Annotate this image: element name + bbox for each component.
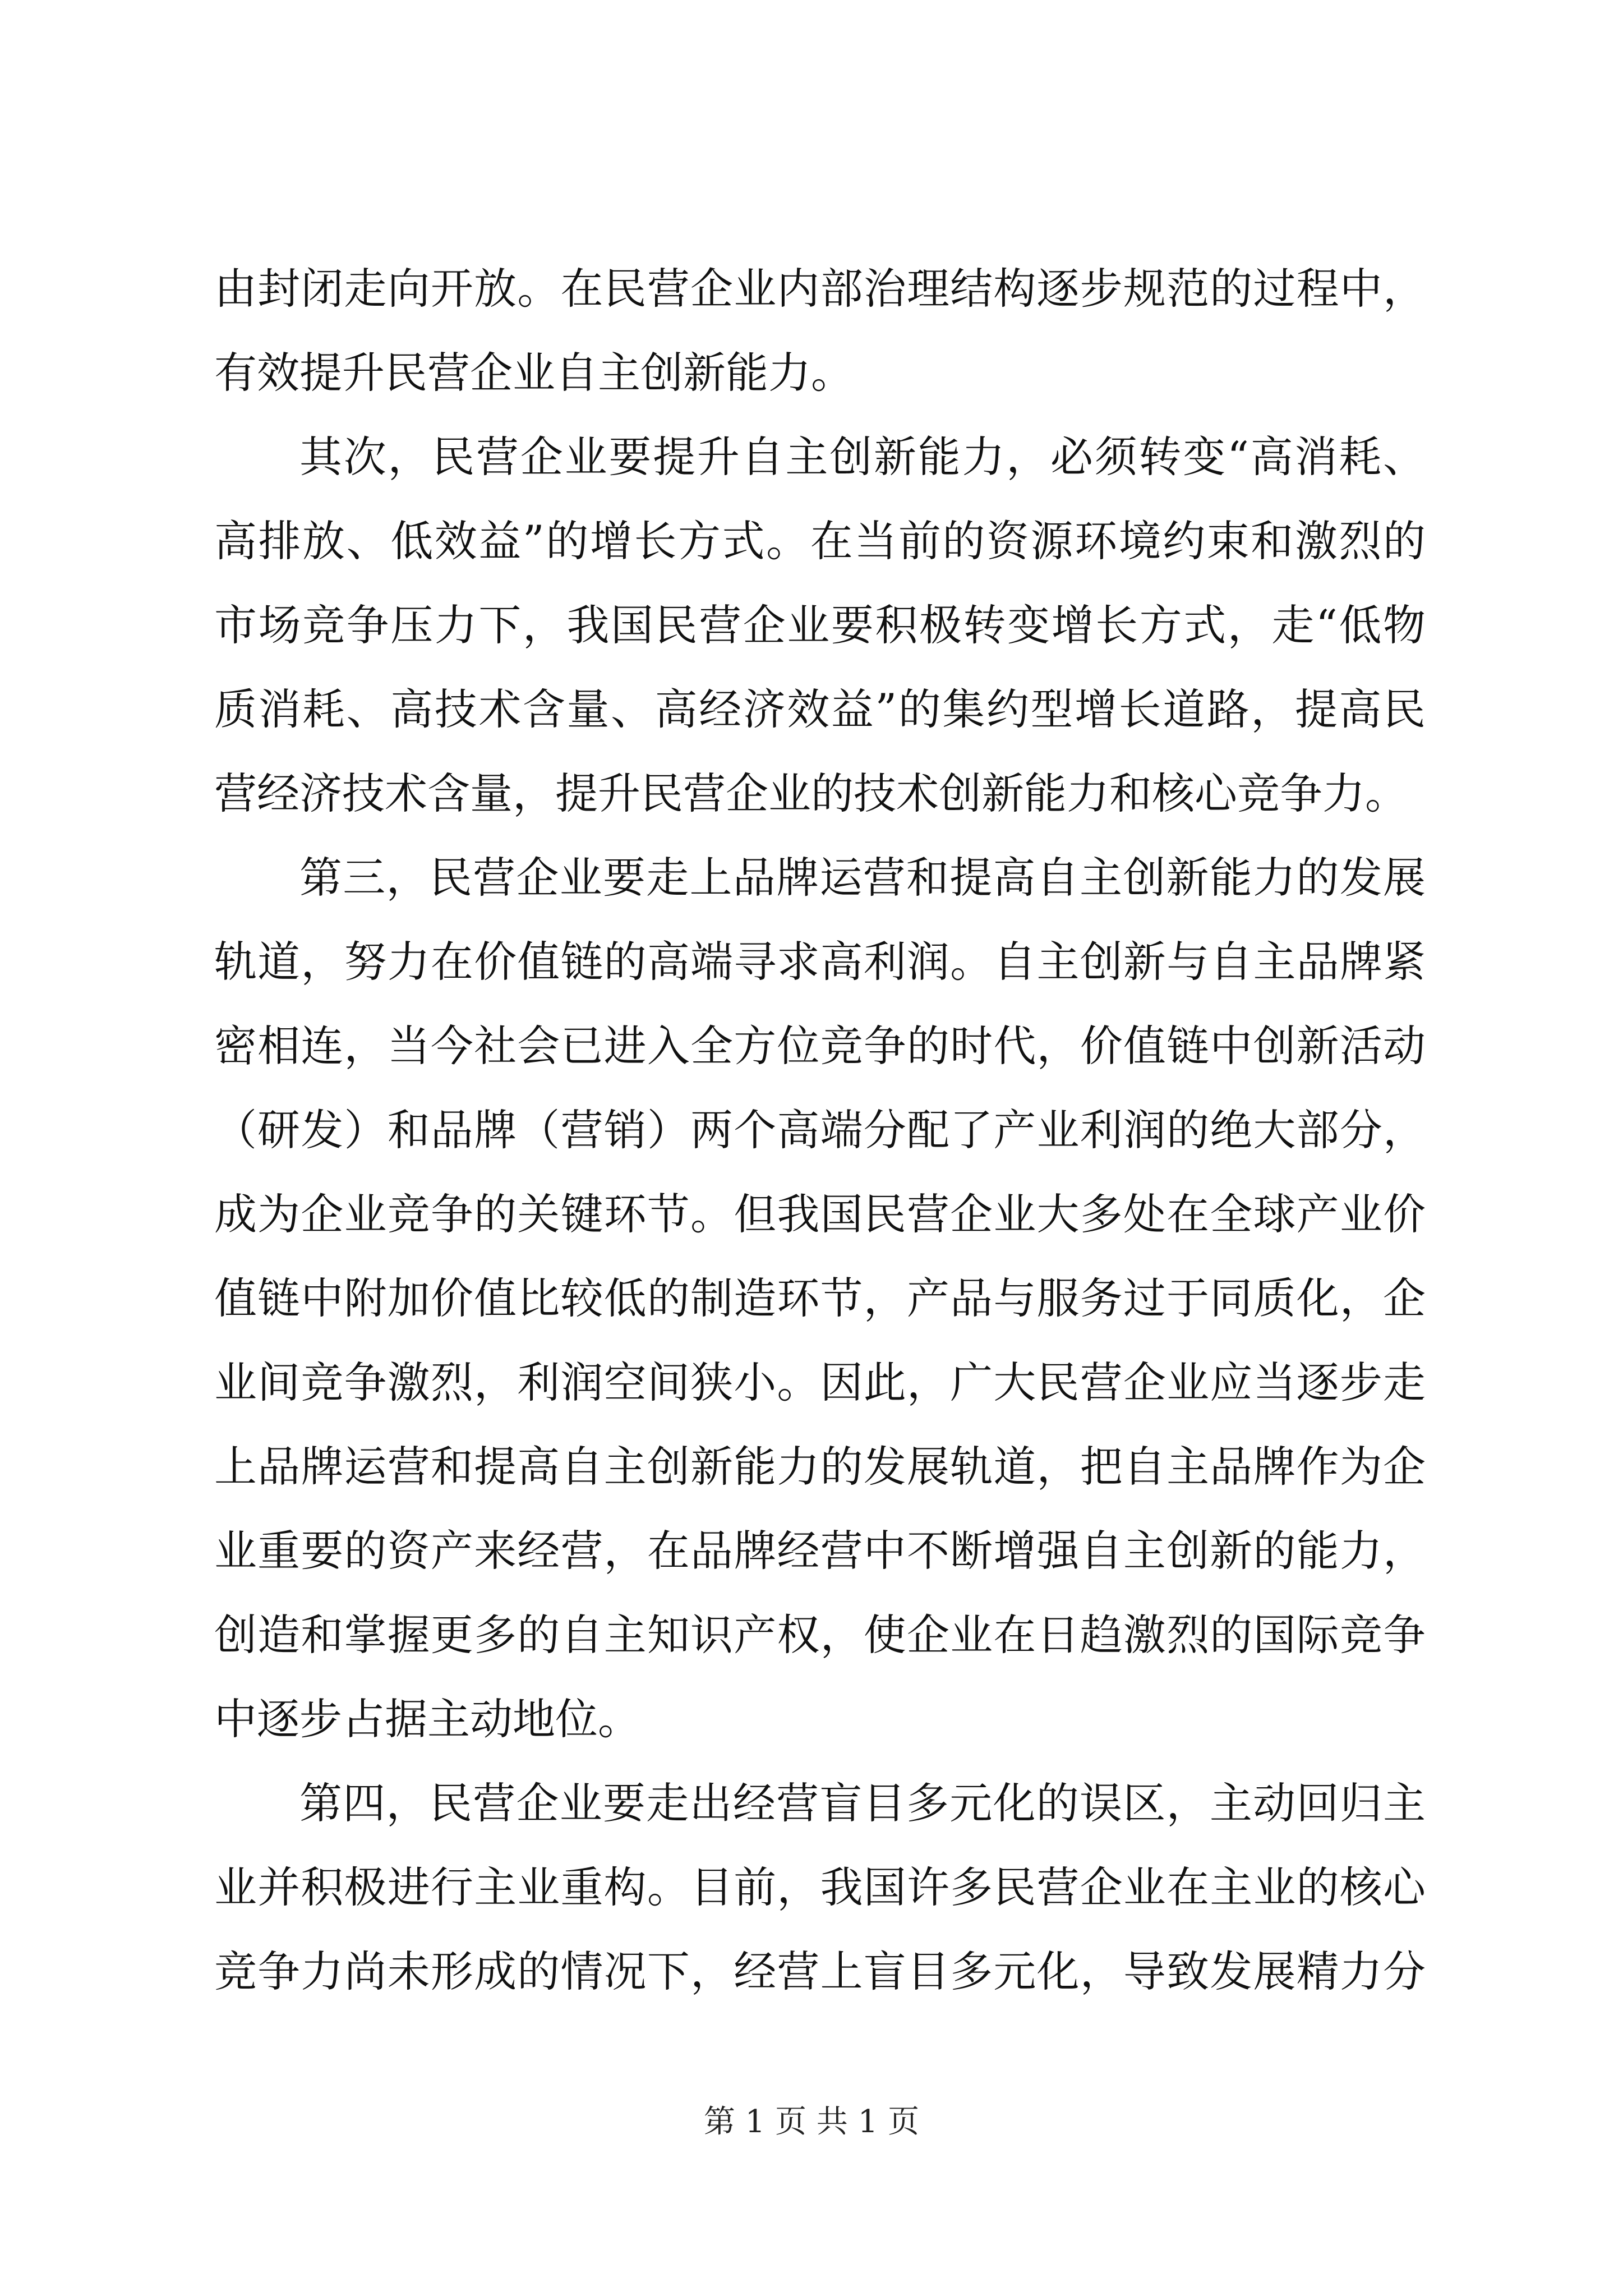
text-line: （研发）和品牌（营销）两个高端分配了产业利润的绝大部分，: [214, 1105, 1426, 1155]
text-line: 上品牌运营和提高自主创新能力的发展轨道，把自主品牌作为企: [214, 1442, 1426, 1492]
text-line: 创造和掌握更多的自主知识产权，使企业在日趋激烈的国际竞争: [214, 1610, 1426, 1660]
text-line: 轨道，努力在价值链的高端寻求高利润。自主创新与自主品牌紧: [214, 937, 1426, 987]
page-footer: 第 1 页 共 1 页: [703, 2104, 920, 2140]
text-line: 中逐步占据主动地位。: [214, 1694, 640, 1744]
text-line: 值链中附加价值比较低的制造环节，产品与服务过于同质化，企: [214, 1273, 1426, 1323]
text-line: 营经济技术含量，提升民营企业的技术创新能力和核心竞争力。: [214, 769, 1408, 818]
text-line: 市场竞争压力下，我国民营企业要积极转变增长方式，走“低物: [214, 600, 1426, 650]
text-line: 业重要的资产来经营，在品牌经营中不断增强自主创新的能力，: [214, 1526, 1426, 1576]
text-line: 质消耗、高技术含量、高经济效益”的集约型增长道路，提高民: [214, 684, 1426, 734]
text-line: 竞争力尚未形成的情况下，经营上盲目多元化，导致发展精力分: [214, 1947, 1426, 1996]
text-line: 高排放、低效益”的增长方式。在当前的资源环境约束和激烈的: [214, 516, 1426, 566]
document-body: [214, 247, 1426, 2014]
text-line: 有效提升民营企业自主创新能力。: [214, 348, 854, 398]
text-line: 密相连，当今社会已进入全方位竞争的时代，价值链中创新活动: [214, 1021, 1426, 1071]
text-line: 第四，民营企业要走出经营盲目多元化的误区，主动回归主: [299, 1778, 1426, 1828]
text-line: 由封闭走向开放。在民营企业内部治理结构逐步规范的过程中，: [214, 264, 1426, 314]
text-line: 其次，民营企业要提升自主创新能力，必须转变“高消耗、: [299, 432, 1426, 482]
text-line: 第三，民营企业要走上品牌运营和提高自主创新能力的发展: [299, 853, 1426, 903]
text-line: 业并积极进行主业重构。目前，我国许多民营企业在主业的核心: [214, 1862, 1426, 1912]
text-line: 成为企业竞争的关键环节。但我国民营企业大多处在全球产业价: [214, 1189, 1426, 1239]
text-line: 业间竞争激烈，利润空间狭小。因此，广大民营企业应当逐步走: [214, 1358, 1426, 1407]
